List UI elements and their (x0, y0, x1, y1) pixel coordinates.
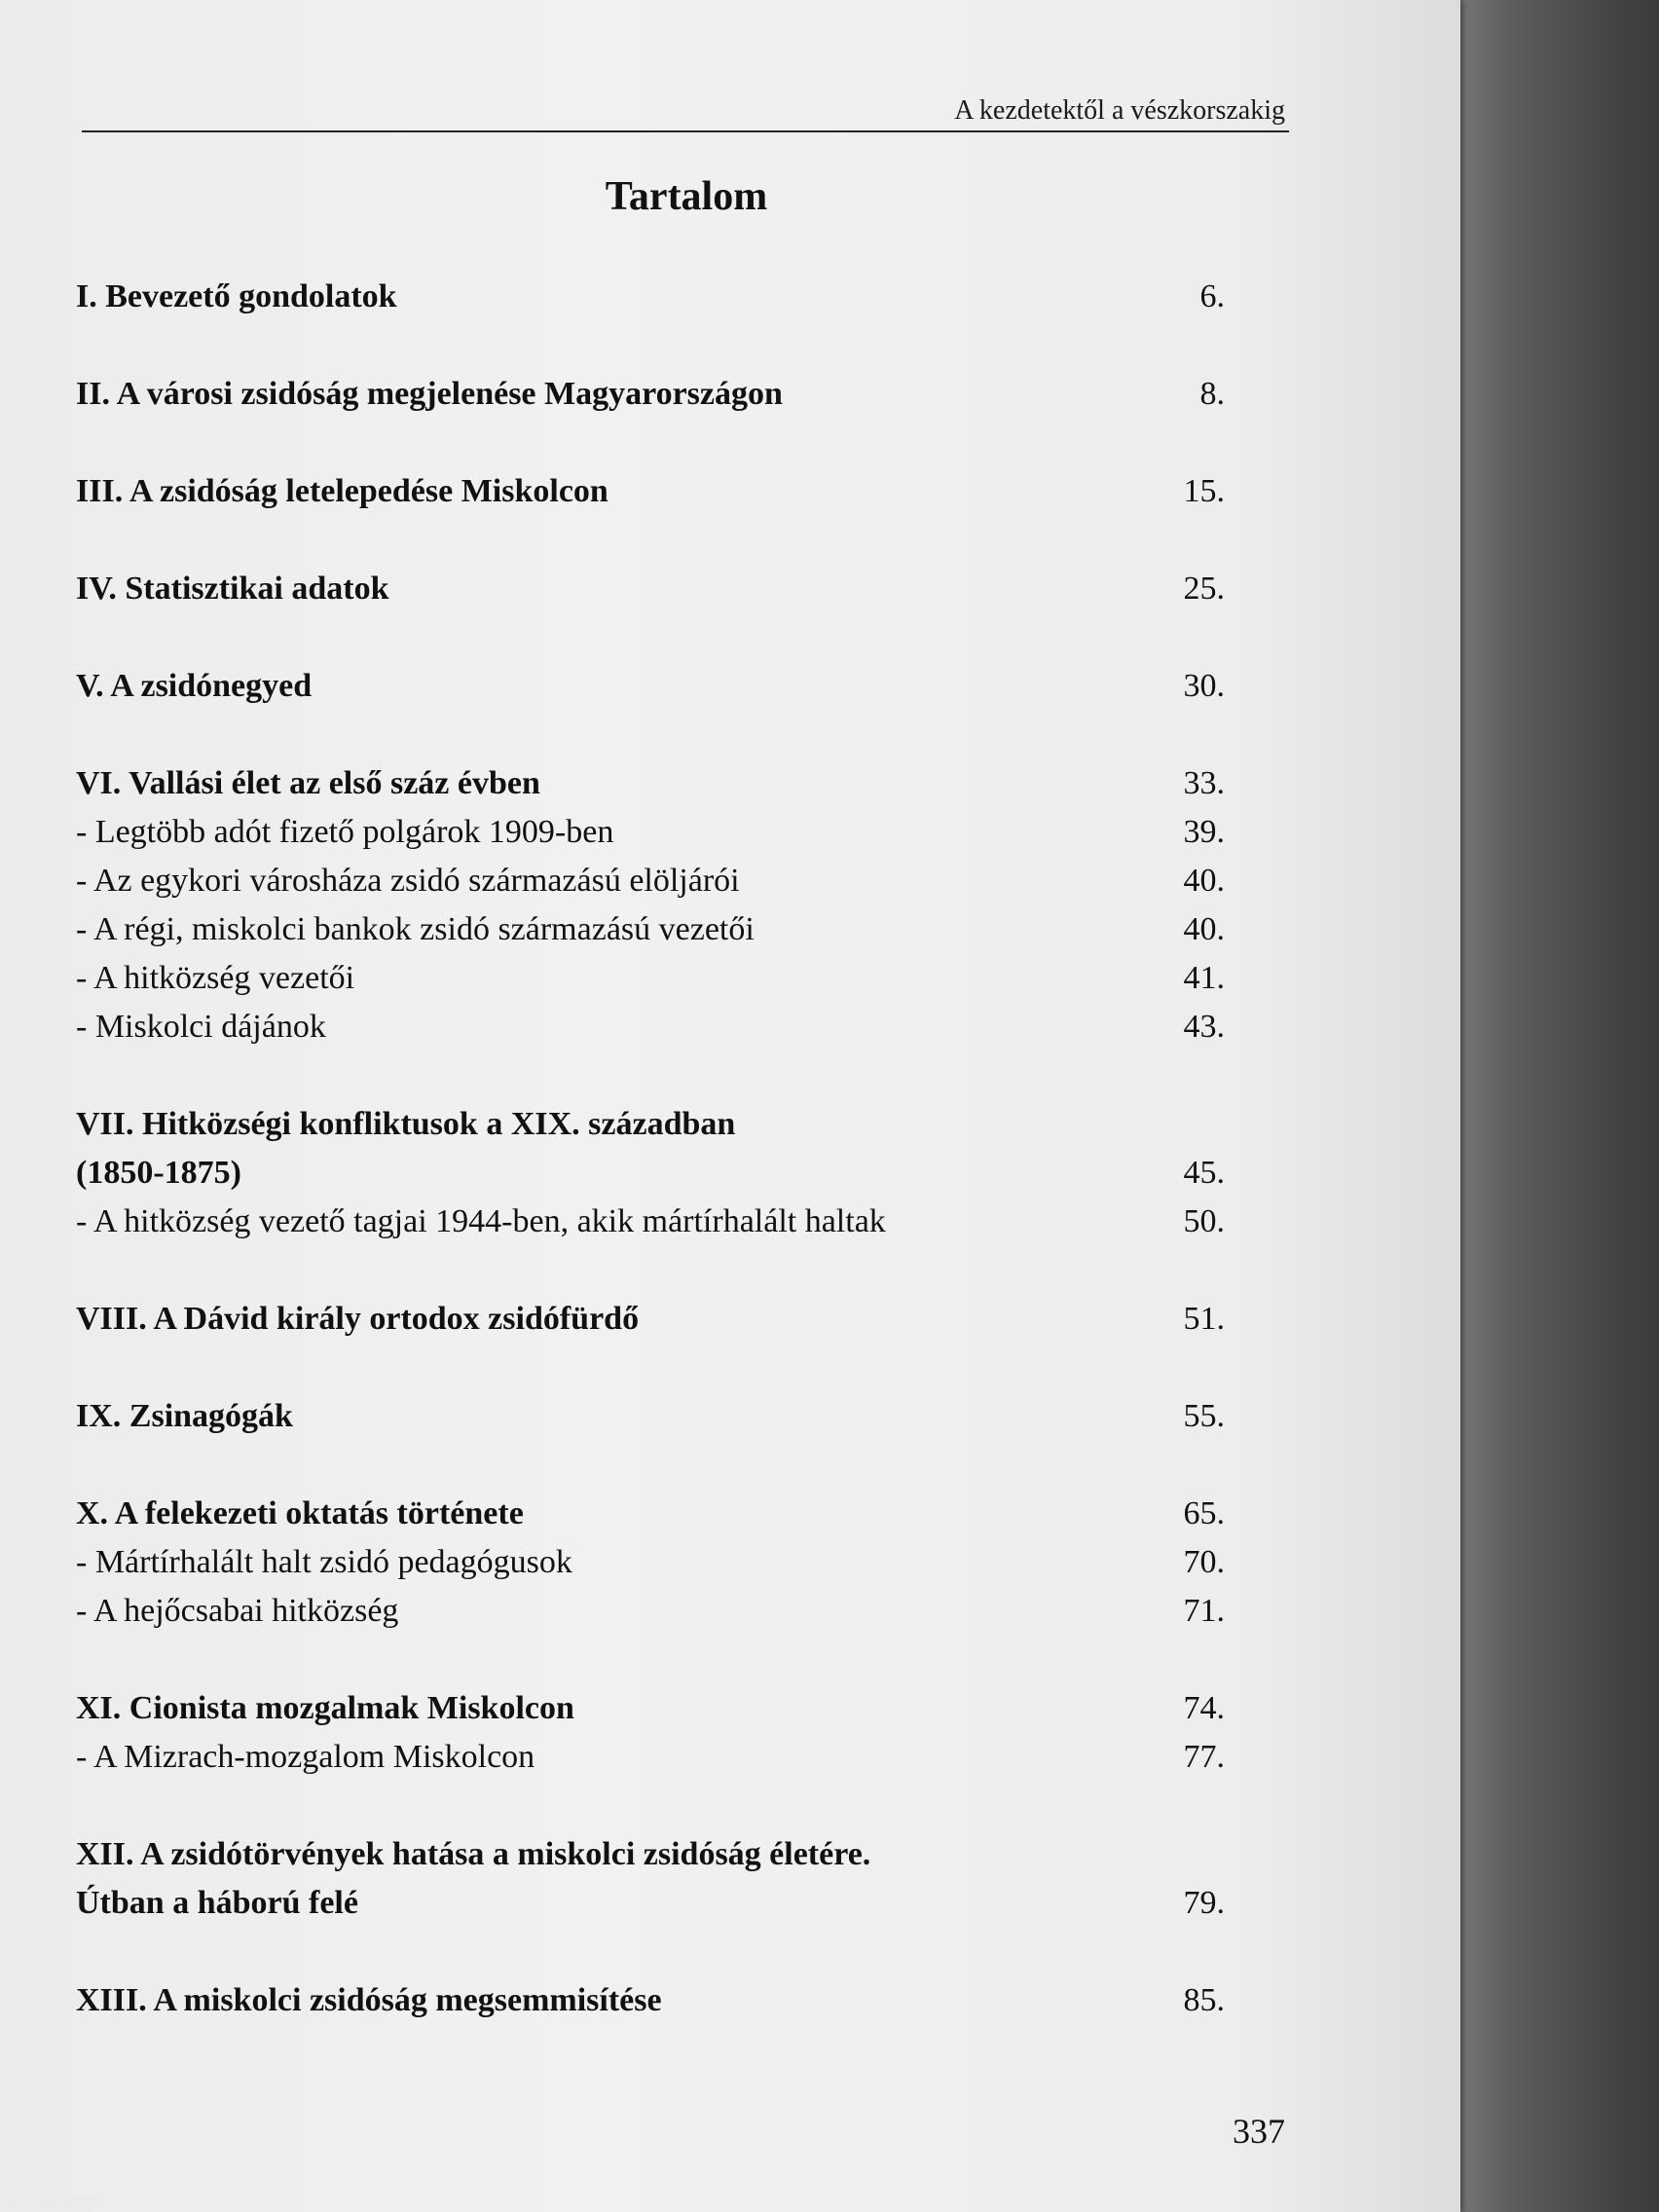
toc-entry-label: - A hitközség vezetői (76, 960, 355, 996)
toc-entry-page: 40. (1183, 863, 1225, 899)
toc-chapter-row (76, 1392, 1225, 1441)
toc-entry-page: 43. (1183, 1009, 1225, 1045)
page-number: 337 (1233, 2112, 1285, 2151)
toc-entry-label: IX. Zsinagógák (76, 1398, 293, 1434)
toc-chapter-row (76, 1149, 1225, 1198)
toc-entry-label: XIII. A miskolci zsidóság megsemmisítése (76, 1982, 662, 2018)
toc-chapter-row (76, 1830, 1225, 1879)
toc-entry-label: II. A városi zsidóság megjelenése Magyarországon (76, 376, 783, 412)
header-rule (82, 130, 1289, 132)
watermark: Antikvarium.hu (2, 2194, 99, 2210)
toc-entry-page: 70. (1183, 1544, 1225, 1580)
toc-subentry-row (76, 1733, 1225, 1782)
toc-entry-page: 85. (1183, 1982, 1225, 2018)
toc-entry-page: 39. (1183, 814, 1225, 850)
toc-entry-page: 74. (1183, 1690, 1225, 1726)
toc-entry-label: IV. Statisztikai adatok (76, 571, 389, 607)
toc-chapter-row (76, 565, 1225, 613)
toc-entry-label: I. Bevezető gondolatok (76, 278, 397, 314)
toc-entry-label: VII. Hitközségi konfliktusok a XIX. században (76, 1106, 736, 1142)
toc-subentry-row (76, 954, 1225, 1003)
running-header: A kezdetektől a vészkorszakig (954, 95, 1285, 126)
toc-entry-page: 30. (1183, 668, 1225, 704)
toc-entry-page: 6. (1199, 278, 1225, 314)
toc-entry-page: 77. (1183, 1739, 1225, 1775)
toc-subentry-row (76, 857, 1225, 905)
toc-entry-page: 25. (1183, 571, 1225, 607)
toc-entry-label: - Az egykori városháza zsidó származású elöljárói (76, 863, 740, 899)
toc-chapter-row (76, 662, 1225, 711)
toc-entry-label: - Legtöbb adót fizető polgárok 1909-ben (76, 814, 614, 850)
toc-entry-page: 71. (1183, 1593, 1225, 1629)
toc-chapter-row (76, 1295, 1225, 1344)
toc-subentry-row (76, 1538, 1225, 1587)
toc-entry-page: 65. (1183, 1495, 1225, 1531)
toc-entry-page: 15. (1183, 473, 1225, 509)
toc-chapter-row (76, 1684, 1225, 1733)
toc-chapter-row (76, 370, 1225, 419)
toc-entry-label: - A hitközség vezető tagjai 1944-ben, akik mártírhalált haltak (76, 1203, 886, 1239)
toc-entry-label: - A hejőcsabai hitközség (76, 1593, 399, 1629)
toc-subentry-row (76, 808, 1225, 857)
toc-entry-label: - A régi, miskolci bankok zsidó származású vezetői (76, 911, 755, 947)
toc-subentry-row (76, 905, 1225, 954)
toc-entry-label: XII. A zsidótörvények hatása a miskolci zsidóság életére. (76, 1836, 871, 1872)
toc-chapter-row (76, 273, 1225, 321)
toc-entry-label: - Mártírhalált halt zsidó pedagógusok (76, 1544, 572, 1580)
toc-entry-label: VIII. A Dávid király ortodox zsidófürdő (76, 1301, 640, 1337)
toc-entry-label: X. A felekezeti oktatás története (76, 1495, 524, 1531)
toc-title: Tartalom (605, 174, 768, 219)
toc-entry-label: Útban a háború felé (76, 1885, 358, 1921)
toc-entry-label: - Miskolci dájánok (76, 1009, 326, 1045)
toc-chapter-row (76, 1100, 1225, 1149)
toc-entry-page: 51. (1183, 1301, 1225, 1337)
toc-entry-label: V. A zsidónegyed (76, 668, 313, 704)
toc-subentry-row (76, 1198, 1225, 1246)
toc-entry-page: 33. (1183, 765, 1225, 801)
toc-entry-label: (1850-1875) (76, 1155, 241, 1191)
toc-entry-page: 45. (1183, 1155, 1225, 1191)
toc-entry-label: III. A zsidóság letelepedése Miskolcon (76, 473, 608, 509)
toc-entry-page: 55. (1183, 1398, 1225, 1434)
table-of-contents (76, 273, 1225, 2025)
toc-entry-page: 50. (1183, 1203, 1225, 1239)
toc-entry-label: - A Mizrach-mozgalom Miskolcon (76, 1739, 535, 1775)
toc-chapter-row (76, 467, 1225, 516)
toc-chapter-row (76, 759, 1225, 808)
toc-subentry-row (76, 1003, 1225, 1051)
toc-entry-label: VI. Vallási élet az első száz évben (76, 765, 540, 801)
toc-entry-label: XI. Cionista mozgalmak Miskolcon (76, 1690, 574, 1726)
toc-chapter-row (76, 1976, 1225, 2025)
toc-chapter-row (76, 1879, 1225, 1928)
toc-entry-page: 40. (1183, 911, 1225, 947)
toc-chapter-row (76, 1490, 1225, 1538)
toc-entry-page: 79. (1183, 1885, 1225, 1921)
toc-entry-page: 41. (1183, 960, 1225, 996)
toc-entry-page: 8. (1199, 376, 1225, 412)
toc-subentry-row (76, 1587, 1225, 1636)
background-surface (1451, 0, 1659, 2212)
